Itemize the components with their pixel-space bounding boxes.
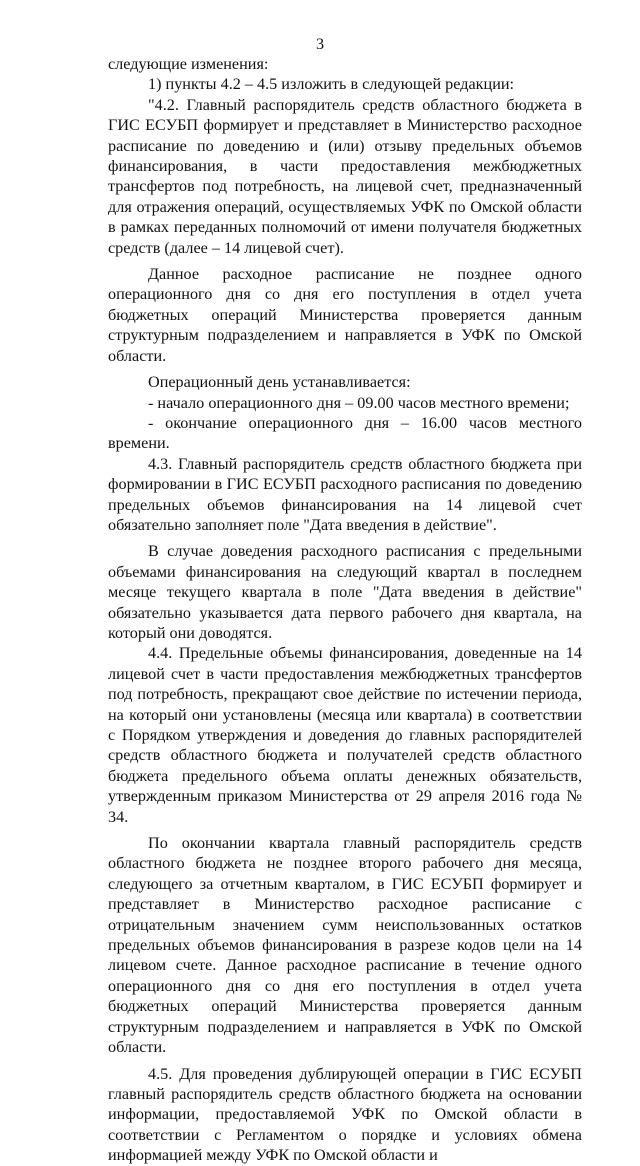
paragraph: Операционный день устанавливается: [148,373,411,392]
paragraph: "4.2. Главный распорядитель средств областного бюджета в ГИС ЕСУБП формирует и представляет в Министерство расходное расписание по доведению и (или) отзыву предельных объемов финансирования, в части предоставления межбюджетных трансфертов под потребность, на лицевой счет, предназначенный для отражения операций, осуществляемых УФК по Омской области в рамках переданных полномочий от имени получателя бюджетных средств (далее – 14 лицевой счет). [108,95,582,257]
paragraph: Данное расходное расписание не позднее одного операционного дня со дня его поступления в отдел учета бюджетных операций Министерства проверяется данным структурным подразделением и направляется в УФК по Омской области. [108,265,582,365]
document-body [108,54,582,1166]
paragraph: следующие изменения: [108,55,269,73]
paragraph: - окончание операционного дня – 16.00 часов местного времени. [108,413,582,453]
paragraph: 4.5. Для проведения дублирующей операции в ГИС ЕСУБП главный распорядитель средств областного бюджета на основании информации, предоставляемой УФК по Омской области в соответствии с Регламентом о порядке и условиях обмена информацией между УФК по Омской области и [108,1064,582,1165]
paragraph: - начало операционного дня – 09.00 часов местного времени; [148,393,570,412]
paragraph: В случае доведения расходного расписания с предельными объемами финансирования на следующий квартал в последнем месяце текущего квартала в поле "Дата введения в действие" обязательно указывается дата первого рабочего дня квартала, на который они доводятся. [108,542,582,642]
paragraph: По окончании квартала главный распорядитель средств областного бюджета не позднее второго рабочего дня месяца, следующего за отчетным кварталом, в ГИС ЕСУБП формирует и представляет в Министерство расходное расписание с отрицательным значением сумм неиспользованных остатков предельных объемов финансирования в разрезе кодов цели на 14 лицевом счете. Данное расходное расписание в течение одного операционного дня со дня его поступления в отдел учета бюджетных операций Министерства проверяется данным структурным подразделением и направляется в УФК по Омской области. [108,834,582,1057]
paragraph: 1) пункты 4.2 – 4.5 изложить в следующей редакции: [148,75,515,94]
page-number: 3 [315,35,325,53]
paragraph: 4.4. Предельные объемы финансирования, доведенные на 14 лицевой счет в части предоставления межбюджетных трансфертов под потребность, прекращают свое действие по истечении периода, на который они установлены (месяца или квартала) в соответствии с Порядком утверждения и доведения до главных распорядителей средств областного бюджета и получателей средств областного бюджета предельного объема оплаты денежных обязательств, утвержденным приказом Министерства от 29 апреля 2016 года № 34. [108,644,582,826]
paragraph: 4.3. Главный распорядитель средств областного бюджета при формировании в ГИС ЕСУБП расходного расписания по доведению предельных объемов финансирования на 14 лицевой счет обязательно заполняет поле "Дата введения в действие". [108,454,582,534]
